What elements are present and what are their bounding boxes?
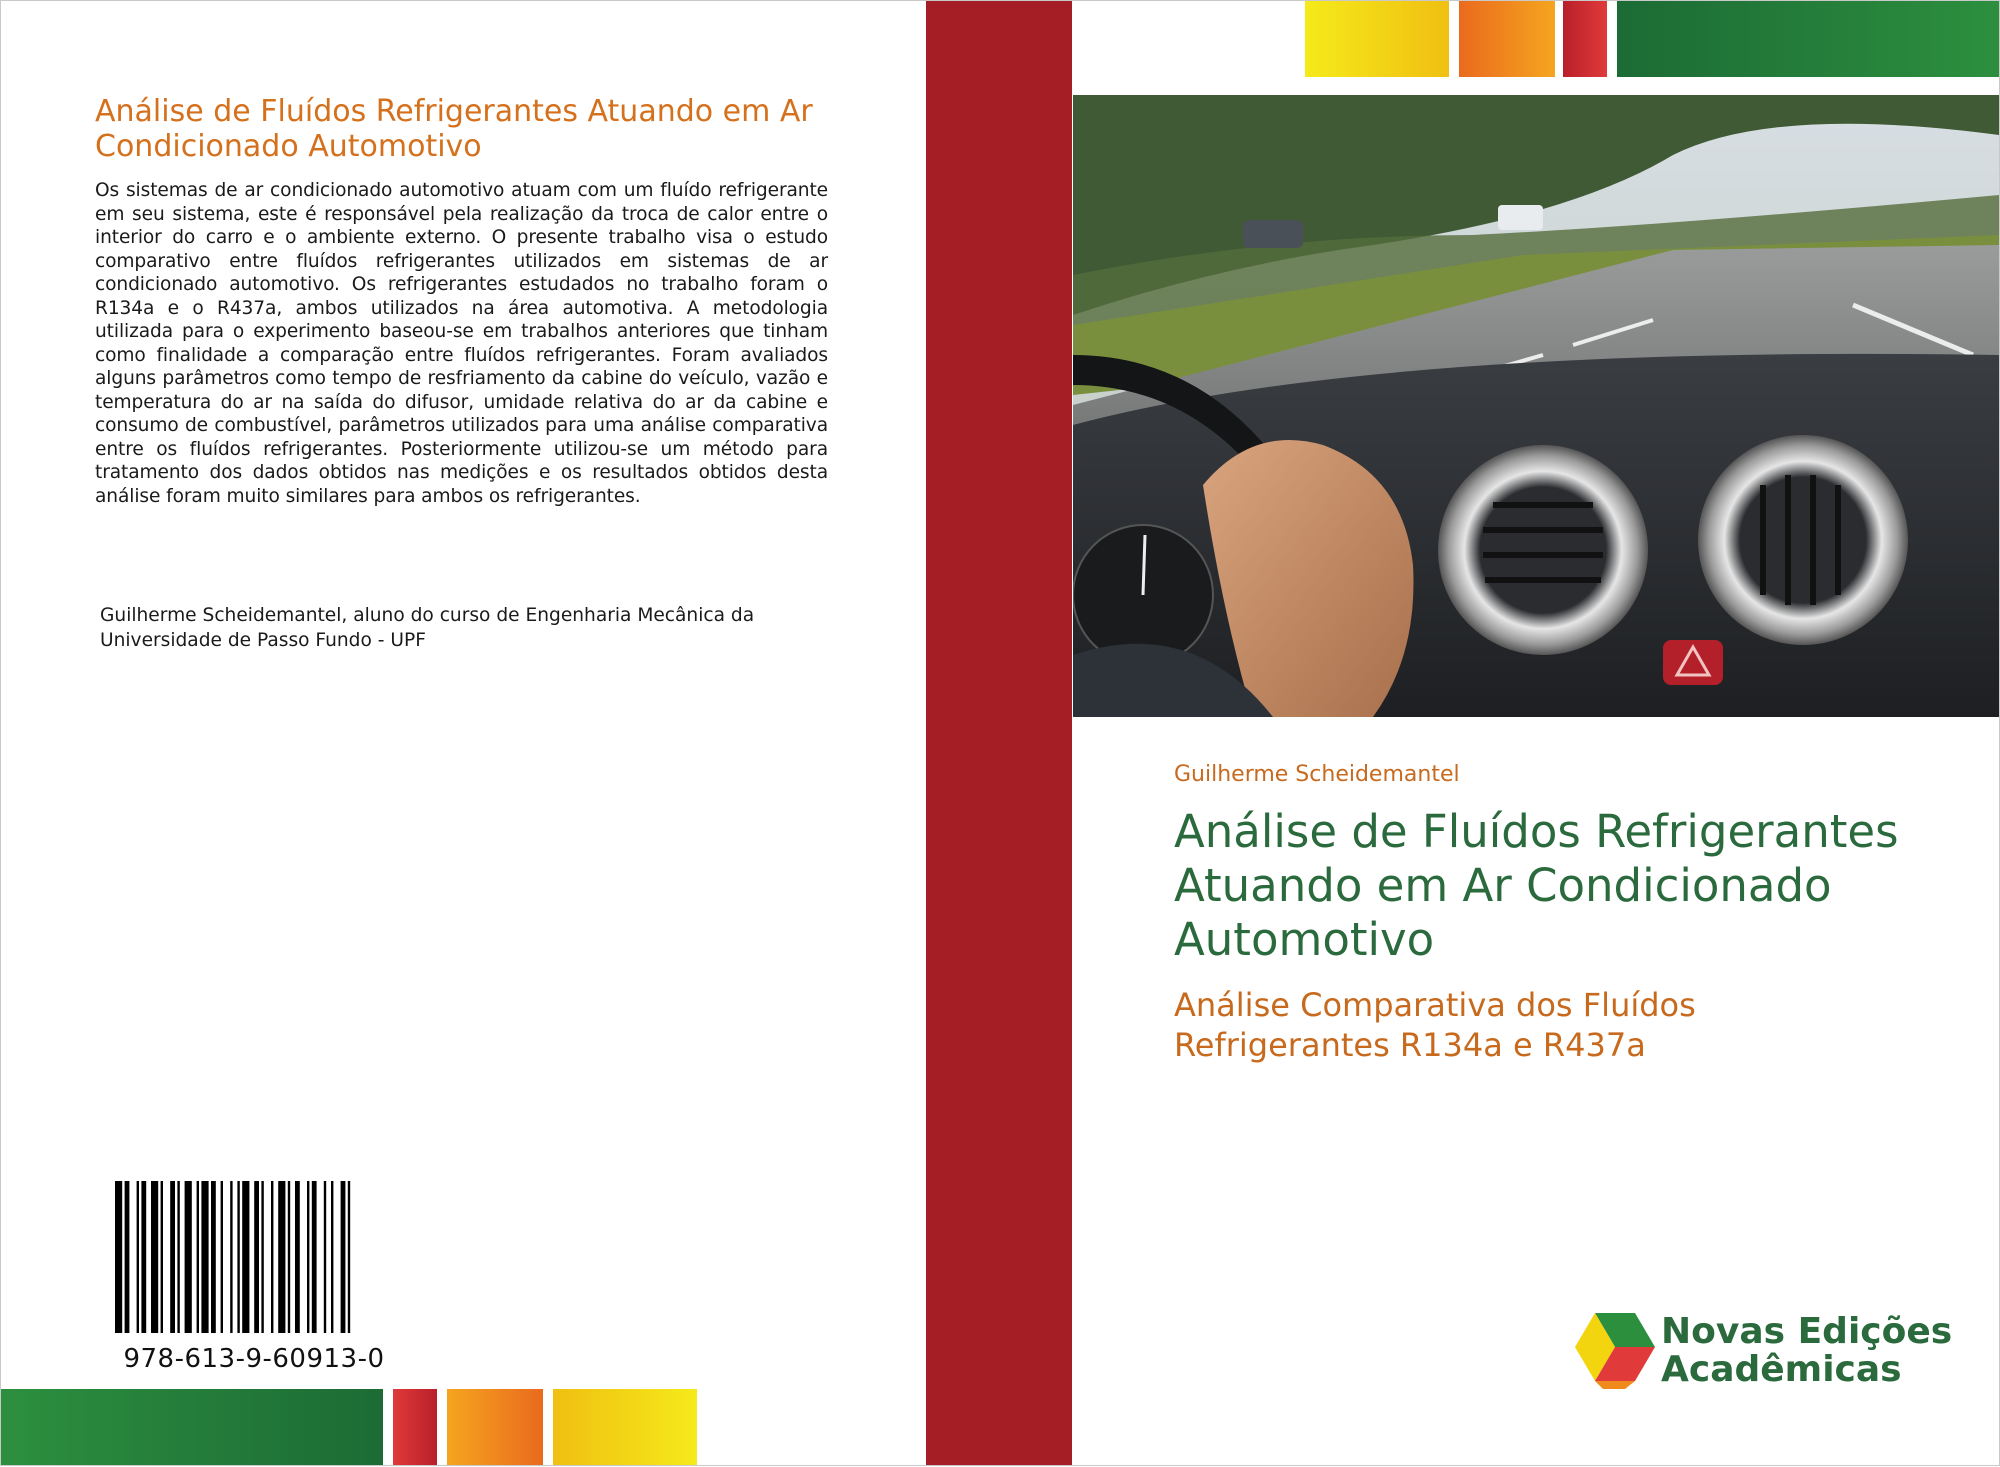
stripe-yellow-top bbox=[1305, 1, 1449, 77]
front-title: Análise de Fluídos Refrigerantes Atuando em Ar Condicionado Automotivo bbox=[1174, 805, 1899, 966]
stripe-green bbox=[1, 1389, 383, 1465]
publisher-logo-icon bbox=[1573, 1311, 1657, 1391]
back-cover-blurb: Os sistemas de ar condicionado automotivo atuam com um fluído refrigerante em seu sistema, este é responsável pela realização da troca de calor entre o interior do carro e o ambiente externo. O presente trabalho visa o estudo comparativo entre fluídos refrigerantes utilizados em sistemas de ar condicionado automotivo. Os refrigerantes estudados no trabalho foram o R134a e o R437a, ambos utilizados na área automotiva. A metodologia utilizada para o experimento baseou-se em trabalhos anteriores que tinham como finalidade a comparação entre fluídos refrigerantes. Foram avaliados alguns parâmetros como tempo de resfriamento da cabine do veículo, vazão e temperatura do ar na saída do difusor, umidade relativa do ar da cabine e consumo de combustível, parâmetros utilizados para uma análise comparativa entre os fluídos refrigerantes. Posteriormente utilizou-se um método para tratamento dos dados obtidos nas medições e os resultados obtidos desta análise foram muito similares para ambos os refrigerantes. bbox=[95, 180, 828, 507]
spine bbox=[926, 1, 1072, 1465]
barcode bbox=[115, 1181, 393, 1333]
author-bio: Guilherme Scheidemantel, aluno do curso de Engenharia Mecânica da Universidade de Passo Fundo - UPF bbox=[100, 605, 755, 651]
back-cover-title: Análise de Fluídos Refrigerantes Atuando em Ar Condicionado Automotivo bbox=[95, 94, 813, 164]
stripe-orange bbox=[447, 1389, 543, 1465]
publisher-line2: Acadêmicas bbox=[1661, 1349, 1902, 1390]
stripe-orange-top bbox=[1459, 1, 1555, 77]
front-cover bbox=[1073, 1, 1999, 1465]
back-cover bbox=[1, 1, 925, 1465]
stripe-green-top bbox=[1617, 1, 1999, 77]
stripe-yellow bbox=[553, 1389, 697, 1465]
stripe-red bbox=[393, 1389, 437, 1465]
stripe-red-top bbox=[1563, 1, 1607, 77]
publisher-name bbox=[1661, 1313, 1952, 1389]
isbn-number: 978-613-9-60913-0 bbox=[123, 1344, 385, 1374]
front-subtitle: Análise Comparativa dos Fluídos Refrigerantes R134a e R437a bbox=[1174, 986, 1696, 1064]
publisher-logo bbox=[1573, 1311, 1973, 1391]
publisher-line1: Novas Edições bbox=[1661, 1311, 1953, 1352]
front-author: Guilherme Scheidemantel bbox=[1174, 762, 1460, 787]
dashboard-photo bbox=[1073, 95, 1999, 717]
